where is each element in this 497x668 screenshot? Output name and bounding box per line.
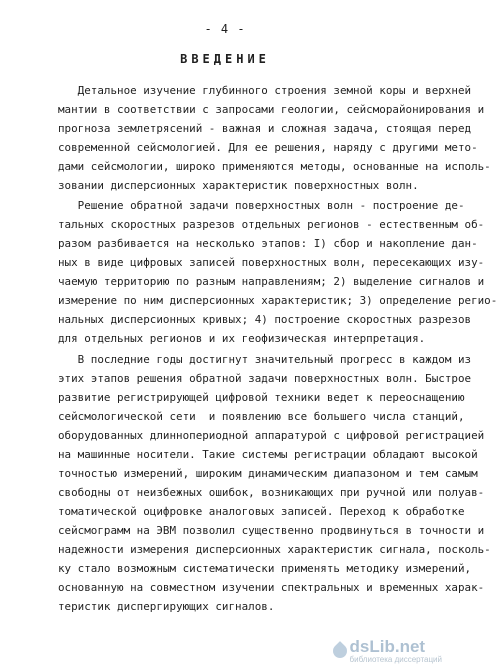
text-line: тальных скоростных разрезов отдельных регионов - естественным об- [58,218,485,231]
text-line: дами сейсмологии, широко применяются методы, основанные на исполь- [58,160,491,173]
text-line: для отдельных регионов и их геофизическая интерпретация. [58,332,426,345]
text-line: сейсмограмм на ЭВМ позволил существенно продвинуться в точности и [58,524,485,537]
text-line: сейсмологической сети и появлению все большего числа станций, [58,410,465,423]
text-line: чаемую территорию по разным направлениям; 2) выделение сигналов и [58,275,485,288]
text-line: развитие регистрирующей цифровой техники ведет к переоснащению [58,391,465,404]
text-line: точностью измерений, широким динамическим диапазоном и тем самым [58,467,478,480]
text-line: разом разбивается на несколько этапов: I) сбор и накопление дан- [58,237,478,250]
page-number: - 4 - [204,22,246,36]
text-line: оборудованных длиннопериодной аппаратурой с цифровой регистрацией [58,429,485,442]
text-line: свободны от неизбежных ошибок, возникающих при ручной или полуав- [58,486,485,499]
text-line: теристик диспергирующих сигналов. [58,600,275,613]
text-line: современной сейсмологией. Для ее решения, наряду с другими мето- [58,141,478,154]
text-line: ных в виде цифровых записей поверхностных волн, пересекающих изу- [58,256,485,269]
text-line: томатической оцифровке аналоговых записей. Переход к обработке [58,505,465,518]
text-line: ку стало возможным систематически применять методику измерений, [58,562,472,575]
text-line: Решение обратной задачи поверхностных волн - построение де- [58,199,465,212]
text-line: Детальное изучение глубинного строения земной коры и верхней [58,84,472,97]
text-line: этих этапов решения обратной задачи поверхностных волн. Быстрое [58,372,472,385]
text-line: надежности измерения дисперсионных характеристик сигнала, посколь- [58,543,491,556]
site-watermark [333,638,442,664]
text-line: зовании дисперсионных характеристик поверхностных волн. [58,179,419,192]
watermark-subtitle: библиотека диссертаций [349,655,442,664]
text-line: основанную на совместном изучении спектральных и временных харак- [58,581,485,594]
drop-logo-icon [330,641,350,661]
watermark-name: dsLib.net [349,637,426,656]
text-line: В последние годы достигнут значительный прогресс в каждом из [58,353,472,366]
text-line: прогноза землетрясений - важная и сложная задача, стоящая перед [58,122,472,135]
text-line: измерение по ним дисперсионных характеристик; 3) определение регио- [58,294,497,307]
section-heading: ВВЕДЕНИЕ [180,52,270,66]
text-line: нальных дисперсионных кривых; 4) построение скоростных разрезов [58,313,472,326]
text-line: мантии в соответствии с запросами геологии, сейсморайонирования и [58,103,485,116]
text-line: на машинные носители. Такие системы регистрации обладают высокой [58,448,478,461]
